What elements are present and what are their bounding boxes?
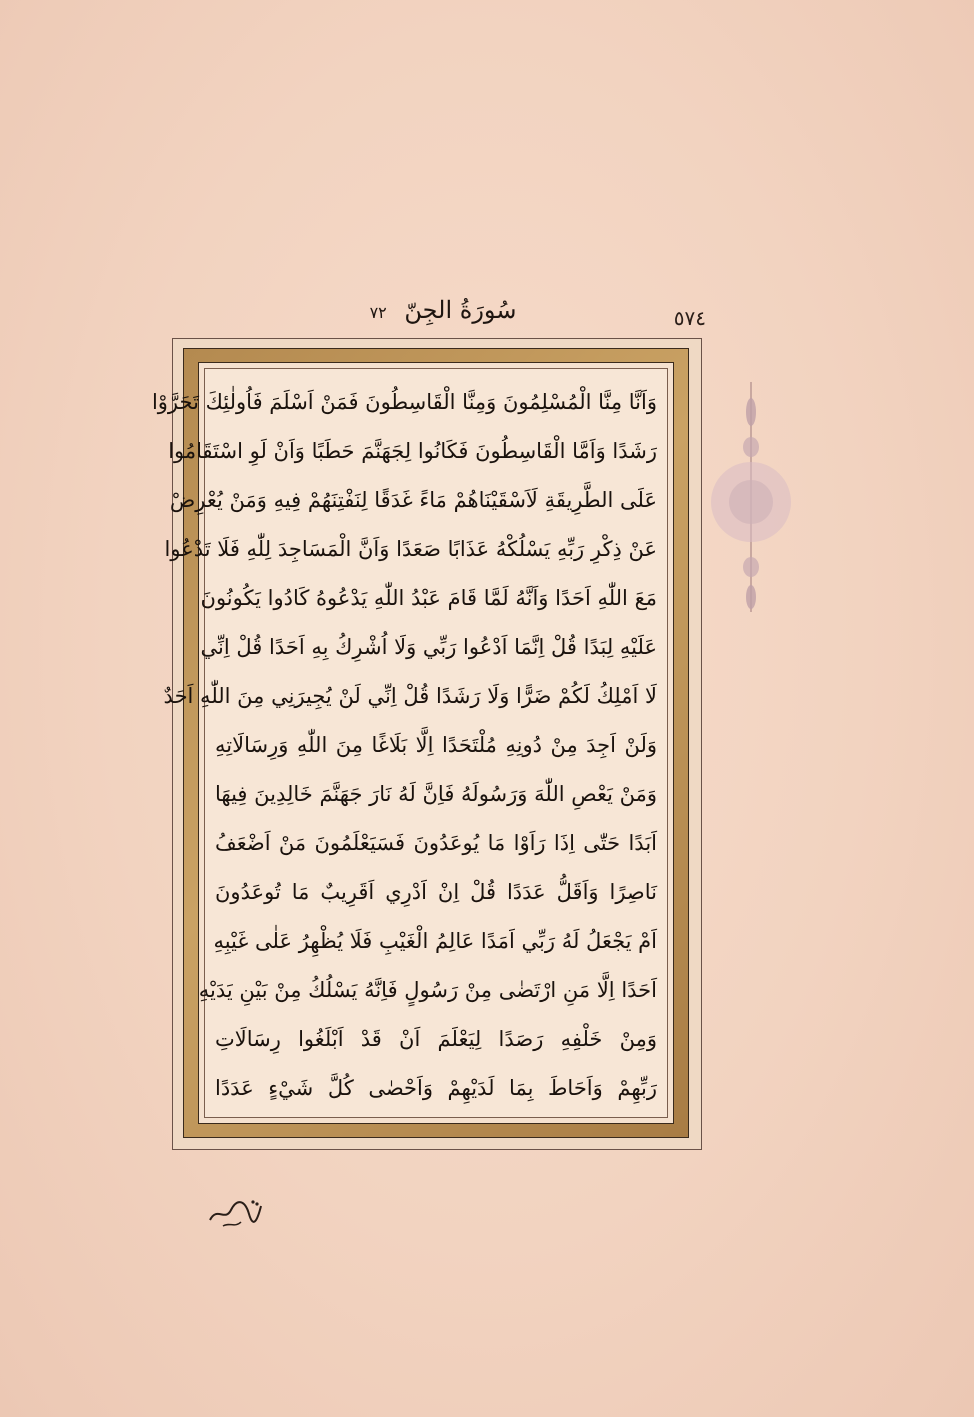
verse-line-6: عَلَيْهِ لِبَدًا قُلْ اِنَّمَا اَدْعُوا رَبِّي وَلَا اُشْرِكُ بِهِ اَحَدًا قُلْ اِنِّي [200, 635, 657, 659]
verse-line-9: وَمَنْ يَعْصِ اللّٰهَ وَرَسُولَهُ فَاِنَّ لَهُ نَارَ جَهَنَّمَ خَالِدِينَ فِيهَا [215, 782, 657, 806]
verse-line-11: نَاصِرًا وَاَقَلُّ عَدَدًا قُلْ اِنْ اَدْرِي اَقَرِيبٌ مَا تُوعَدُونَ [215, 880, 657, 904]
verse-line-14: وَمِنْ خَلْفِهِ رَصَدًا لِيَعْلَمَ اَنْ قَدْ اَبْلَغُوا رِسَالَاتِ [215, 1027, 657, 1051]
surah-title [180, 296, 706, 324]
verse-line-1: وَاَنَّا مِنَّا الْمُسْلِمُونَ وَمِنَّا الْقَاسِطُونَ فَمَنْ اَسْلَمَ فَاُولٰئِكَ تَحَرَّوْا [151, 390, 657, 414]
verse-line-2: رَشَدًا وَاَمَّا الْقَاسِطُونَ فَكَانُوا لِجَهَنَّمَ حَطَبًا وَاَنْ لَوِ اسْتَقَامُوا [168, 439, 657, 463]
margin-ornament-icon [706, 372, 796, 632]
verse-line-10: اَبَدًا حَتّٰى اِذَا رَاَوْا مَا يُوعَدُونَ فَسَيَعْلَمُونَ مَنْ اَضْعَفُ [215, 831, 657, 855]
signature-mark-icon [205, 1192, 265, 1232]
verse-line-4: عَنْ ذِكْرِ رَبِّهِ يَسْلُكْهُ عَذَابًا صَعَدًا وَاَنَّ الْمَسَاجِدَ لِلّٰهِ فَلَا تَدْعُوا [164, 537, 657, 561]
verse-line-12: اَمْ يَجْعَلُ لَهُ رَبِّي اَمَدًا عَالِمُ الْغَيْبِ فَلَا يُظْهِرُ عَلٰى غَيْبِهِ [213, 929, 657, 953]
verse-line-7: لَا اَمْلِكُ لَكُمْ ضَرًّا وَلَا رَشَدًا قُلْ اِنِّي لَنْ يُجِيرَنِي مِنَ اللّٰهِ اَحَدٌ [163, 684, 657, 708]
surah-name: سُورَةُ الجِنّ [404, 296, 517, 324]
text-panel [151, 368, 668, 1118]
verse-line-13: اَحَدًا اِلَّا مَنِ ارْتَضٰى مِنْ رَسُولٍ فَاِنَّهُ يَسْلُكُ مِنْ بَيْنِ يَدَيْهِ [198, 978, 657, 1002]
page-header [180, 292, 706, 332]
verse-line-15: رَبِّهِمْ وَاَحَاطَ بِمَا لَدَيْهِمْ وَاَحْصٰى كُلَّ شَيْءٍ عَدَدًا [215, 1076, 657, 1100]
surah-number: ٧٢ [369, 303, 387, 322]
verse-line-8: وَلَنْ اَجِدَ مِنْ دُونِهِ مُلْتَحَدًا اِلَّا بَلَاغًا مِنَ اللّٰهِ وَرِسَالَاتِهِ [215, 733, 657, 757]
verse-line-3: عَلَى الطَّرِيقَةِ لَاَسْقَيْنَاهُمْ مَاءً غَدَقًا لِنَفْتِنَهُمْ فِيهِ وَمَنْ يُعْرِضْ [169, 488, 657, 512]
verse-line-5: مَعَ اللّٰهِ اَحَدًا وَاَنَّهُ لَمَّا قَامَ عَبْدُ اللّٰهِ يَدْعُوهُ كَادُوا يَكُونُونَ [200, 586, 657, 610]
page-number: ٥٧٤ [673, 306, 706, 330]
